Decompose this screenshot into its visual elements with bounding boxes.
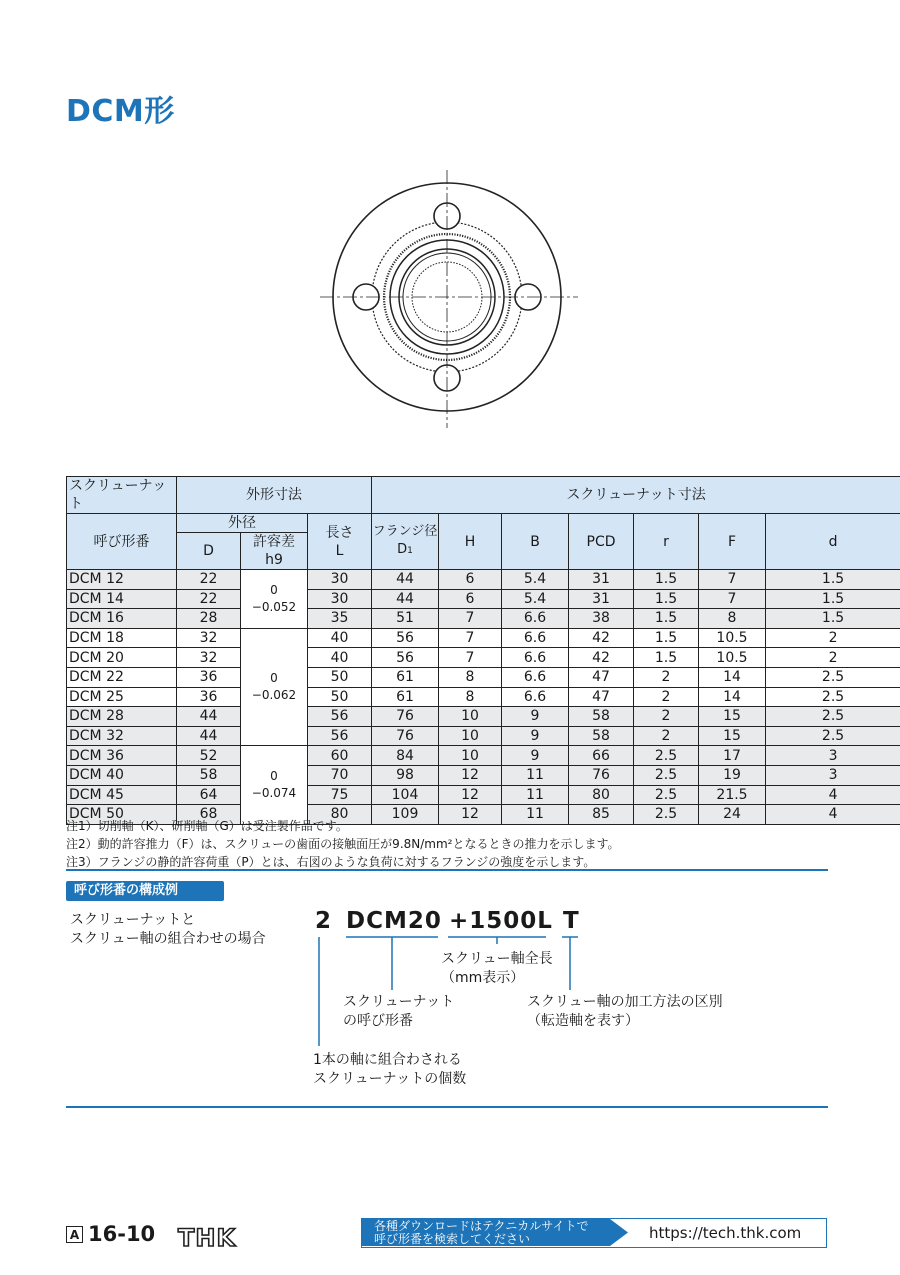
- cell-PCD: 76: [569, 765, 634, 785]
- cell-r: 2: [634, 726, 699, 746]
- cell-F: 24: [699, 805, 766, 825]
- cell-PCD: 38: [569, 609, 634, 629]
- cell-F: 15: [699, 707, 766, 727]
- cell-F: 14: [699, 667, 766, 687]
- cell-L: 50: [308, 687, 372, 707]
- cell-L: 30: [308, 570, 372, 590]
- cell-H: 7: [439, 648, 502, 668]
- code-count: 2: [315, 908, 333, 934]
- model-header-top: スクリューナット: [67, 477, 177, 514]
- cell-d: 3: [766, 765, 900, 785]
- cell-d: 3: [766, 746, 900, 766]
- cell-PCD: 58: [569, 707, 634, 727]
- cell-L: 75: [308, 785, 372, 805]
- cell-r: 1.5: [634, 648, 699, 668]
- model-cell: DCM 32: [67, 726, 177, 746]
- tolerance-cell: 0 −0.074: [241, 746, 308, 824]
- model-cell: DCM 28: [67, 707, 177, 727]
- table-row: [67, 785, 900, 805]
- cell-r: 2.5: [634, 805, 699, 825]
- cell-B: 9: [502, 726, 569, 746]
- cell-H: 7: [439, 609, 502, 629]
- spec-table: [66, 476, 900, 825]
- cell-d: 2: [766, 648, 900, 668]
- cell-L: 60: [308, 746, 372, 766]
- cell-PCD: 85: [569, 805, 634, 825]
- cell-D1: 44: [372, 570, 439, 590]
- tolerance-cell: 0 −0.052: [241, 570, 308, 629]
- cell-D: 36: [177, 687, 241, 707]
- cell-D: 52: [177, 746, 241, 766]
- cell-d: 2.5: [766, 726, 900, 746]
- cell-L: 35: [308, 609, 372, 629]
- cell-d: 2.5: [766, 707, 900, 727]
- table-row: [67, 628, 900, 648]
- cell-d: 1.5: [766, 570, 900, 590]
- cell-B: 11: [502, 765, 569, 785]
- cell-d: 1.5: [766, 609, 900, 629]
- table-row: [67, 765, 900, 785]
- cell-F: 21.5: [699, 785, 766, 805]
- cell-B: 6.6: [502, 648, 569, 668]
- cell-D1: 84: [372, 746, 439, 766]
- cell-H: 10: [439, 726, 502, 746]
- cell-B: 5.4: [502, 570, 569, 590]
- cell-H: 6: [439, 589, 502, 609]
- cell-L: 70: [308, 765, 372, 785]
- cell-D: 68: [177, 805, 241, 825]
- cell-D1: 51: [372, 609, 439, 629]
- cell-D: 58: [177, 765, 241, 785]
- cell-B: 6.6: [502, 687, 569, 707]
- cell-F: 7: [699, 570, 766, 590]
- cell-D: 22: [177, 570, 241, 590]
- cell-H: 8: [439, 687, 502, 707]
- cell-r: 2: [634, 667, 699, 687]
- cell-PCD: 80: [569, 785, 634, 805]
- table-row: [67, 589, 900, 609]
- model-cell: DCM 25: [67, 687, 177, 707]
- model-header-bottom: 呼び形番: [67, 514, 177, 570]
- cell-r: 1.5: [634, 570, 699, 590]
- code-brackets: [300, 930, 600, 1050]
- cell-F: 7: [699, 589, 766, 609]
- cell-D1: 76: [372, 726, 439, 746]
- outer-dia-header: 外径: [177, 514, 308, 533]
- cell-B: 6.6: [502, 628, 569, 648]
- outer-dims-header: 外形寸法: [177, 477, 372, 514]
- model-cell: DCM 40: [67, 765, 177, 785]
- cell-D1: 56: [372, 628, 439, 648]
- cell-H: 7: [439, 628, 502, 648]
- col-d-header: D: [177, 533, 241, 570]
- cell-PCD: 42: [569, 648, 634, 668]
- cell-B: 9: [502, 707, 569, 727]
- cell-D1: 56: [372, 648, 439, 668]
- cell-L: 30: [308, 589, 372, 609]
- cell-PCD: 58: [569, 726, 634, 746]
- cell-r: 2: [634, 707, 699, 727]
- cell-L: 40: [308, 628, 372, 648]
- code-model: DCM20: [346, 908, 442, 934]
- col-d-small-header: d: [766, 514, 900, 570]
- cell-PCD: 31: [569, 589, 634, 609]
- cell-PCD: 47: [569, 667, 634, 687]
- cell-D: 28: [177, 609, 241, 629]
- notes: [66, 817, 620, 871]
- cell-L: 56: [308, 707, 372, 727]
- cell-B: 9: [502, 746, 569, 766]
- col-b-header: B: [502, 514, 569, 570]
- tolerance-header: 許容差 h9: [241, 533, 308, 570]
- cell-D1: 109: [372, 805, 439, 825]
- cell-D1: 98: [372, 765, 439, 785]
- model-explanation: スクリューナット の呼び形番: [343, 994, 455, 1029]
- note-3: 注3）フランジの静的許容荷重（P）とは、右図のような負荷に対するフランジの強度を示します。: [66, 855, 596, 869]
- cell-D: 44: [177, 707, 241, 727]
- tech-site-link[interactable]: https://tech.thk.com: [649, 1224, 802, 1242]
- section-divider-top: [66, 869, 828, 871]
- cell-B: 11: [502, 785, 569, 805]
- length-header: 長さ L: [308, 514, 372, 570]
- section-divider-bottom: [66, 1106, 828, 1108]
- cell-d: 4: [766, 805, 900, 825]
- cell-D1: 44: [372, 589, 439, 609]
- cell-d: 4: [766, 785, 900, 805]
- cell-D1: 76: [372, 707, 439, 727]
- cell-D: 36: [177, 667, 241, 687]
- model-cell: DCM 20: [67, 648, 177, 668]
- cell-D1: 61: [372, 687, 439, 707]
- cell-H: 12: [439, 765, 502, 785]
- note-1: 注1）切削軸（K）、研削軸（G）は受注製作品です。: [66, 819, 348, 833]
- cell-r: 1.5: [634, 589, 699, 609]
- cell-F: 14: [699, 687, 766, 707]
- cell-F: 15: [699, 726, 766, 746]
- cell-F: 17: [699, 746, 766, 766]
- cell-D: 44: [177, 726, 241, 746]
- cell-d: 2.5: [766, 687, 900, 707]
- cell-r: 2.5: [634, 746, 699, 766]
- cell-B: 6.6: [502, 667, 569, 687]
- cell-PCD: 66: [569, 746, 634, 766]
- table-row: [67, 726, 900, 746]
- table-row: [67, 707, 900, 727]
- col-pcd-header: PCD: [569, 514, 634, 570]
- cell-H: 10: [439, 707, 502, 727]
- table-row: [67, 609, 900, 629]
- cell-F: 8: [699, 609, 766, 629]
- note-2: 注2）動的許容推力（F）は、スクリューの歯面の接触面圧が9.8N/mm²となるときの推力を示します。: [66, 837, 620, 851]
- cell-B: 5.4: [502, 589, 569, 609]
- banner-text: 各種ダウンロードはテクニカルサイトで 呼び形番を検索してください: [374, 1219, 589, 1246]
- cell-r: 2.5: [634, 765, 699, 785]
- cell-H: 12: [439, 805, 502, 825]
- cell-D: 64: [177, 785, 241, 805]
- col-h-header: H: [439, 514, 502, 570]
- cell-d: 2: [766, 628, 900, 648]
- cell-L: 80: [308, 805, 372, 825]
- table-row: [67, 570, 900, 590]
- cell-L: 40: [308, 648, 372, 668]
- page-number: 16-10: [88, 1222, 156, 1246]
- cell-D: 32: [177, 648, 241, 668]
- model-cell: DCM 18: [67, 628, 177, 648]
- cell-B: 6.6: [502, 609, 569, 629]
- col-r-header: r: [634, 514, 699, 570]
- cell-H: 8: [439, 667, 502, 687]
- model-cell: DCM 12: [67, 570, 177, 590]
- cell-L: 56: [308, 726, 372, 746]
- cell-r: 2.5: [634, 785, 699, 805]
- flange-nut-drawing: [320, 170, 580, 430]
- cell-D1: 104: [372, 785, 439, 805]
- cell-r: 1.5: [634, 609, 699, 629]
- table-row: [67, 648, 900, 668]
- example-case-label: スクリューナットと スクリュー軸の組合わせの場合: [70, 912, 266, 947]
- cell-r: 1.5: [634, 628, 699, 648]
- table-row: [67, 687, 900, 707]
- thk-logo: THK: [178, 1224, 237, 1252]
- cell-PCD: 47: [569, 687, 634, 707]
- cell-r: 2: [634, 687, 699, 707]
- tolerance-cell: 0 −0.062: [241, 628, 308, 746]
- length-explanation: スクリュー軸全長 （mm表示）: [441, 951, 553, 986]
- cell-F: 19: [699, 765, 766, 785]
- code-length: +1500L: [449, 908, 553, 934]
- cell-F: 10.5: [699, 648, 766, 668]
- model-cell: DCM 36: [67, 746, 177, 766]
- model-cell: DCM 16: [67, 609, 177, 629]
- table-row: [67, 746, 900, 766]
- section-letter-badge: A: [66, 1226, 83, 1243]
- cell-d: 1.5: [766, 589, 900, 609]
- cell-L: 50: [308, 667, 372, 687]
- table-row: [67, 667, 900, 687]
- cell-F: 10.5: [699, 628, 766, 648]
- cell-PCD: 42: [569, 628, 634, 648]
- method-explanation: スクリュー軸の加工方法の区別 （転造軸を表す）: [527, 994, 723, 1029]
- model-cell: DCM 50: [67, 805, 177, 825]
- cell-H: 6: [439, 570, 502, 590]
- flange-dia-header: フランジ径 D1: [372, 514, 439, 570]
- model-cell: DCM 45: [67, 785, 177, 805]
- cell-D1: 61: [372, 667, 439, 687]
- section-title: 呼び形番の構成例: [66, 881, 224, 901]
- nut-dims-header: スクリューナット寸法: [372, 477, 900, 514]
- page-title: DCM形: [66, 94, 175, 129]
- cell-D: 22: [177, 589, 241, 609]
- model-cell: DCM 14: [67, 589, 177, 609]
- count-explanation: 1本の軸に組合わされる スクリューナットの個数: [313, 1052, 467, 1087]
- tech-site-banner[interactable]: [361, 1218, 827, 1248]
- cell-B: 11: [502, 805, 569, 825]
- cell-PCD: 31: [569, 570, 634, 590]
- model-cell: DCM 22: [67, 667, 177, 687]
- cell-H: 12: [439, 785, 502, 805]
- cell-H: 10: [439, 746, 502, 766]
- cell-d: 2.5: [766, 667, 900, 687]
- code-method: T: [563, 908, 580, 934]
- cell-D: 32: [177, 628, 241, 648]
- col-f-header: F: [699, 514, 766, 570]
